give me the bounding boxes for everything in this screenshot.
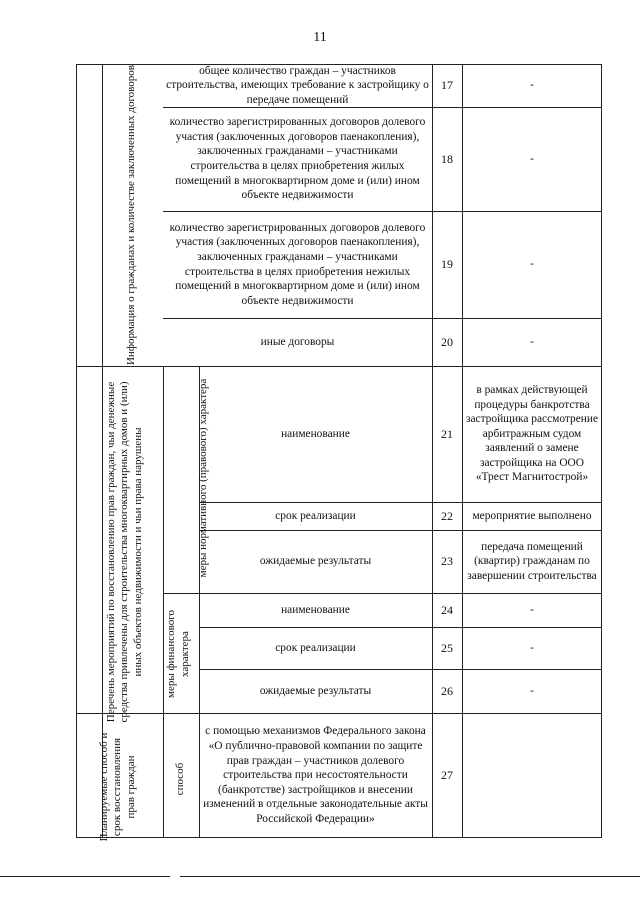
row-26-number: 26 (441, 683, 453, 698)
row-27-number: 27 (441, 768, 453, 783)
footer-divider (0, 876, 170, 877)
row-20-number: 20 (441, 334, 453, 349)
row-24-number: 24 (441, 602, 453, 617)
section-method: способ (174, 762, 187, 796)
row-27-value (462, 713, 602, 838)
section-citizens-info: Информация о гражданах и количестве заключенных договоров (125, 65, 138, 366)
row-26-label: ожидаемые результаты (259, 684, 372, 697)
row-19-number: 19 (441, 257, 453, 272)
section-planned: Планируемые способ и срок восстановления прав граждан (97, 732, 137, 842)
row-21-label: наименование (281, 427, 350, 440)
row-25-value: - (530, 641, 534, 654)
row-18-label: количество зарегистрированных договоров долевого участия (заключенных договоров паенакопления), заключенных гражданами – участниками строительства в целях приобретения жилых помещений в многоквартирном доме и (или) ином объекте недвижимости (169, 116, 426, 202)
row-25-number: 25 (441, 640, 453, 655)
row-26-value: - (530, 684, 534, 697)
row-24-label: наименование (281, 603, 350, 616)
page-number: 11 (313, 30, 327, 45)
section-regulatory: меры нормативного (правового) характера (197, 378, 210, 578)
row-22-value: мероприятие выполнено (472, 509, 592, 522)
row-22-label: срок реализации (275, 509, 356, 522)
row-23-value: передача помещений (квартир) гражданам по завершении строительства (467, 540, 597, 582)
row-24-value: - (530, 603, 534, 616)
row-18-value: - (530, 152, 534, 165)
row-21-value: в рамках действующей процедуры банкротства застройщика рассмотрение арбитражным судом заявлений о замене застройщика на ООО «Трест Магнитострой» (465, 383, 599, 484)
row-22-number: 22 (441, 508, 453, 523)
row-23-label: ожидаемые результаты (259, 555, 372, 568)
section-financial: меры финансового характера (165, 610, 191, 698)
row-19-label: количество зарегистрированных договоров долевого участия (заключенных договоров паенакопления), заключенных гражданами – участниками строительства в целях приобретения нежилых помещений в многоквартирном доме и (или) ином объекте недвижимости (169, 221, 426, 307)
row-21-number: 21 (441, 426, 453, 441)
row-20-value: - (530, 335, 534, 348)
row-25-label: срок реализации (275, 641, 356, 654)
row-23-number: 23 (441, 554, 453, 569)
row-20-label: иные договоры (260, 335, 335, 348)
row-17-label: общее количество граждан – участников строительства, имеющих требование к застройщику о передаче помещений (166, 64, 429, 106)
row-27-label: с помощью механизмов Федерального закона «О публично-правовой компании по защите прав граждан – участников долевого строительства при несостоятельности (банкротстве) застройщиков и внесении изменений в отдельные законодательные акты Российской Федерации» (203, 725, 428, 825)
row-17-value: - (530, 79, 534, 92)
row-19-value: - (530, 258, 534, 271)
row-18-number: 18 (441, 151, 453, 166)
row-17-number: 17 (441, 78, 453, 93)
footer-divider (180, 876, 640, 877)
section-measures: Перечень мероприятий по восстановлению прав граждан, чьи денежные средства привлечены для строительства многоквартирных домов и (или) иных объектов недвижимости и чьи права нарушены (104, 381, 144, 723)
